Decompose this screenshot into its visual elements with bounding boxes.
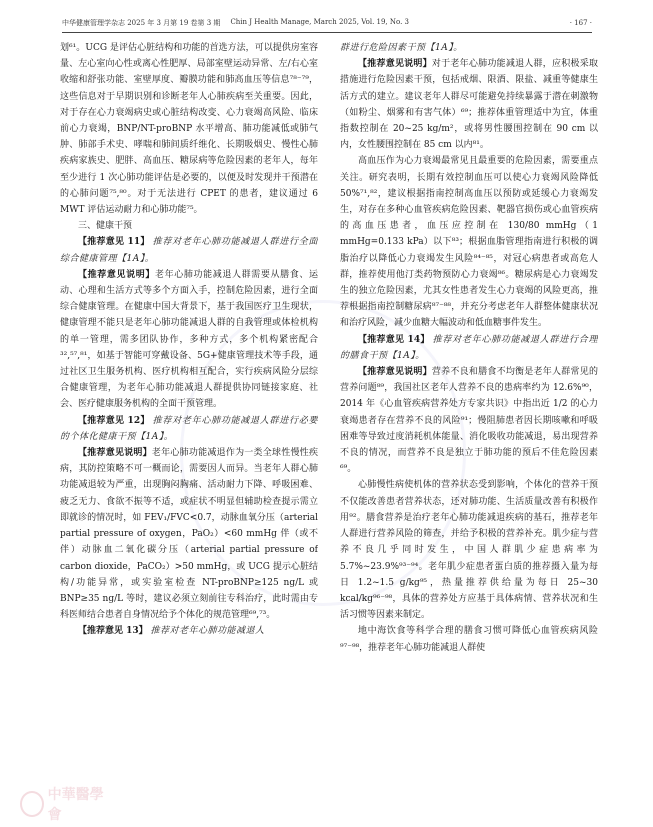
journal-title-en: Chin J Health Manage, March 2025, Vol. 19, No. 3 [230,18,410,26]
rec-body: 群进行危险因素干预【1A】。 [340,43,463,53]
rec-tag: 【推荐意见 13】 [78,626,148,637]
left-column [60,40,318,790]
recommendation-14 [340,332,598,364]
paragraph: 划⁶¹。UCG 是评估心脏结构和功能的首选方法，可以提供房室容量、左心室向心性或离心性肥厚、局部室壁运动异常、左/右心室收缩和舒张功能、室壁厚度、瓣膜功能和肺高血压等信息⁷⁸⁻⁷⁹，这些信息对于早期识别和诊断老年人心肺疾病至关重要。因此，对于存在心力衰竭病史或心脏结构改变、心力衰竭高风险、临床前心力衰竭，BNP/NT-proBNP 水平增高、肺功能减低或肺气肿、肺部手术史、哮喘和肺间质纤维化、长期吸烟史、慢性心肺疾病家族史、肥胖、高血压、糖尿病等危险因素的老年人，每年至少进行 1 次心肺功能评估是必要的，以便及时发现并干预潜在的心肺问题⁷⁵,⁸⁰。对于无法进行 CPET 的患者，建议通过 6 MWT 评估运动耐力和心肺功能⁷⁵。 [60,43,318,216]
logo-text: 中華醫學會 [47,787,104,823]
recommendation-11 [60,234,318,266]
journal-title-cn: 中华健康管理学杂志 2025 年 3 月第 19 卷第 3 期 [62,19,221,27]
page-number: · 167 · [569,19,592,27]
exp-body: 老年心肺功能减退人群需要从膳食、运动、心理和生活方式等多个方面入手，控制危险因素，进行全面综合健康管理。在健康中国大背景下，基于我国医疗卫生现状，健康管理不能只是老年心肺功能减退人群的自我管理或体检机构的单一管理，需多团队协作，多种方式，多个机构紧密配合³²,⁵⁷,⁸¹，如基于智能可穿戴设备、5G+健康管理技术等手段，通过社区卫生服务机构、医疗机构相互配合，实行疾病风险分层综合健康管理，为老年心肺功能减退人群提供协同链接家庭、社会、医疗健康服务机构的全面干预管理。 [60,269,318,410]
exp-tag: 【推荐意见说明】 [358,367,432,378]
rec-tag: 【推荐意见 14】 [358,334,430,345]
rec-body: 推荐对老年心肺功能减退人 [150,626,265,637]
section-heading: 三、健康干预 [78,221,133,232]
paragraph: 心肺慢性病使机体的营养状态受到影响，个体化的营养干预不仅能改善患者营养状态，还对肺功能、生活质量改善有积极作用⁹²。膳食营养是治疗老年心肺功能减退疾病的基石，推荐老年人群进行营养风险的筛查，并给予积极的营养补充。肌少症与营养不良几乎同时发生，中国人群肌少症患病率为 5.7%~23.9%⁹³⁻⁹⁴。老年肌少症患者蛋白质的推荐摄入量为每日 1.2~1.5 g/kg⁹⁵，热量推荐供给量为每日 25~30 kcal/kg⁹⁶⁻⁹⁸，具体的营养处方应基于具体病情、营养状况和生活习惯等因素来制定。 [340,480,598,621]
rec-tag: 【推荐意见 11】 [78,237,150,248]
exp-body: 营养不良和膳食不均衡是老年人群常见的营养问题⁸⁹，我国社区老年人营养不良的患病率约为 12.6%⁹⁰，2014 年《心血管疾病营养处方专家共识》中指出近 1/2 的心力衰竭患者存在营养不良的风险⁹¹；慢阻肺患者因长期咳嗽和呼吸困难等导致过度消耗机体能量、消化吸收功能减退，易出现营养不良的情况，而营养不良是独立于肺功能的预后不佳危险因素⁶⁹。 [340,367,598,475]
explanation-12 [60,445,318,623]
logo-emblem-icon [20,791,44,817]
exp-tag: 【推荐意见说明】 [358,59,432,70]
exp-body: 老年心肺功能减退作为一类全球性慢性疾病，其防控策略不可一概而论，需要因人而异。当老年人群心肺功能减退较为严重，出现胸闷胸痛、活动耐力下降、呼吸困难、疲乏无力、食欲不振等不适，或症状不明显但辅助检查提示需立即就诊的情况时，如 FEV₁/FVC<0.7，动脉血氧分压（arterial partial pressure of oxygen，PaO₂）<60 mmHg 伴（或不伴）动脉血二氧化碳分压（arterial partial pressure of carbon dioxide，PaCO₂）>50 mmHg，或 UCG 提示心脏结构/功能异常，或实验室检查 NT-proBNP≥125 ng/L 或 BNP≥35 ng/L 等时，建议必须立刻前往专科治疗，此时需由专科医师结合患者自身情况给予个体化的规范管理⁶⁹,⁷³。 [60,448,318,621]
paragraph: 高血压作为心力衰竭最常见且最重要的危险因素，需要重点关注。研究表明，长期有效控制血压可以使心力衰竭风险降低 50%⁷¹,⁸²，建议根据指南控制高血压以预防或延缓心力衰竭发生，对存在多种心血管疾病危险因素、靶器官损伤或心血管疾病的高血压患者，血压应控制在 130/80 mmHg（1 mmHg=0.133 kPa）以下⁸³；根据血脂管理指南进行积极的调脂治疗以降低心力衰竭发生风险⁸⁴⁻⁸⁵，对冠心病患者或高危人群，推荐使用他汀类药物预防心力衰竭⁸⁶。糖尿病是心力衰竭发生的独立危险因素，尤其女性患者发生心力衰竭的风险更高，推荐根据指南控制糖尿病⁸⁷⁻⁸⁸，并充分考虑老年人群整体健康状况和治疗风险，减少血糖大幅波动和低血糖事件发生。 [340,156,598,329]
explanation-14 [340,364,598,477]
running-header [62,14,592,33]
rec-body: 推荐对老年心肺功能减退人群进行必要的个体化健康干预【1A】。 [60,415,318,442]
recommendation-12 [60,413,318,445]
exp-body: 对于老年心肺功能减退人群，应积极采取措施进行危险因素干预，包括戒烟、限酒、限盐、减重等健康生活方式的建立。建议老年人群尽可能避免持续暴露于潜在刺激物（如粉尘、烟雾和有害气体）⁶⁹；推荐体重管理适中为宜，体重指数控制在 20~25 kg/m²，或将男性腰围控制在 90 cm 以内，女性腰围控制在 85 cm 以内⁸¹。 [340,59,598,151]
paragraph: 地中海饮食等科学合理的膳食习惯可降低心血管疾病风险⁹⁷⁻⁹⁸，推荐老年心肺功能减退人群使 [340,626,598,653]
rec-body: 推荐对老年心肺功能减退人群进行全面综合健康管理【1A】。 [60,237,318,264]
header-left [62,18,409,28]
rec-tag: 【推荐意见 12】 [78,415,150,426]
publisher-logo [20,787,110,823]
explanation-11 [60,267,318,413]
exp-tag: 【推荐意见说明】 [78,448,152,459]
explanation-13 [340,56,598,153]
right-column [340,40,598,790]
recommendation-13-cont [340,40,598,56]
exp-tag: 【推荐意见说明】 [78,269,155,280]
rec-body: 推荐对老年心肺功能减退人群进行合理的膳食干预【1A】。 [340,334,598,361]
recommendation-13 [60,623,318,639]
